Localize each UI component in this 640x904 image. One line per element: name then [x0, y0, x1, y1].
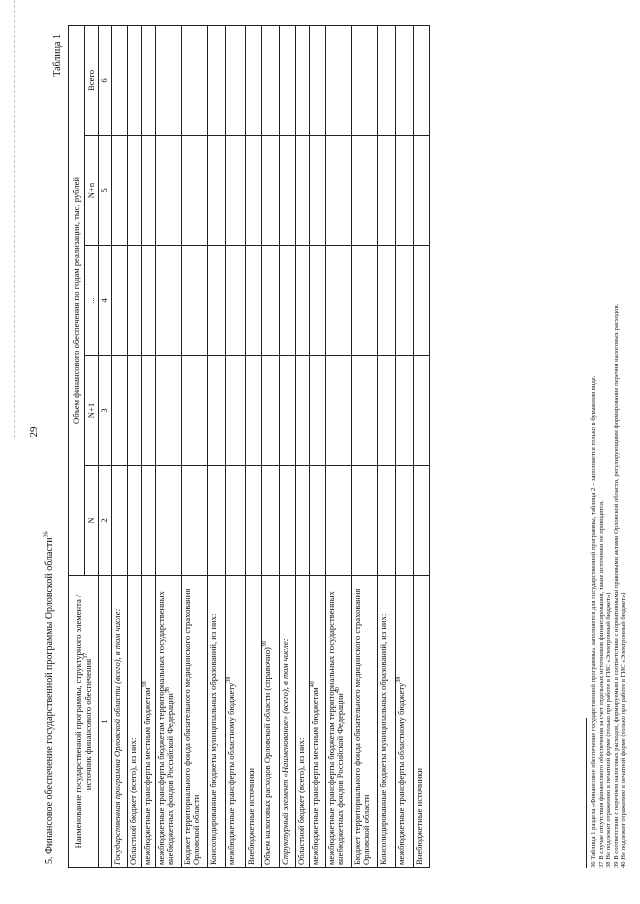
header-col-nn: N+n — [85, 136, 99, 246]
value-cell — [295, 246, 309, 356]
header-name-ref: 37 — [82, 652, 89, 659]
table-row — [141, 25, 155, 867]
value-cell — [377, 246, 395, 356]
value-cell — [351, 466, 377, 576]
value-cell — [111, 356, 127, 466]
value-cell — [127, 466, 141, 576]
value-cell — [245, 466, 261, 576]
col-number-2: 2 — [99, 466, 112, 576]
value-cell — [325, 25, 351, 135]
row-label-cell — [377, 576, 395, 868]
row-label: Консолидированные бюджеты муниципальных образований, из них: — [207, 613, 218, 865]
value-cell — [155, 246, 181, 356]
value-cell — [325, 356, 351, 466]
row-label: межбюджетные трансферты местным бюджетам — [141, 687, 152, 865]
header-row-numbers — [99, 25, 112, 867]
table-row — [111, 25, 127, 867]
value-cell — [279, 466, 295, 576]
row-label: Областной бюджет (всего), из них: — [127, 737, 138, 865]
value-cell — [141, 246, 155, 356]
value-cell — [225, 246, 245, 356]
table-label: Таблица 1 — [52, 34, 63, 77]
value-cell — [325, 136, 351, 246]
value-cell — [279, 356, 295, 466]
value-cell — [351, 246, 377, 356]
col-number-5: 5 — [99, 136, 112, 246]
value-cell — [225, 25, 245, 135]
value-cell — [395, 246, 413, 356]
value-cell — [395, 136, 413, 246]
header-col-ellipsis: ... — [85, 246, 99, 356]
header-name-text: Наименование государственной программы, структурного элемента / источник финансового обеспечения — [72, 594, 93, 849]
value-cell — [141, 466, 155, 576]
row-label-cell — [295, 576, 309, 868]
value-cell — [295, 466, 309, 576]
row-label-cell — [309, 576, 325, 868]
value-cell — [207, 466, 225, 576]
value-cell — [413, 25, 429, 135]
value-cell — [413, 136, 429, 246]
table-row — [279, 25, 295, 867]
col-number-3: 3 — [99, 356, 112, 466]
row-footnote-ref: 40 — [335, 687, 342, 694]
value-cell — [309, 136, 325, 246]
value-cell — [413, 466, 429, 576]
value-cell — [181, 136, 207, 246]
value-cell — [225, 356, 245, 466]
row-label-cell — [413, 576, 429, 868]
col-number-4: 4 — [99, 246, 112, 356]
row-label: Государственная программа Орловской области (всего), в том числе: — [111, 608, 122, 865]
row-label-cell — [279, 576, 295, 868]
value-cell — [141, 25, 155, 135]
row-label: Внебюджетные источники — [245, 767, 256, 865]
table-row — [395, 25, 413, 867]
table-row — [207, 25, 225, 867]
table-row — [413, 25, 429, 867]
value-cell — [155, 136, 181, 246]
value-cell — [111, 246, 127, 356]
section-title-text: 5. Финансовое обеспечение государственной программы Орловской области — [44, 537, 55, 864]
value-cell — [351, 25, 377, 135]
value-cell — [207, 136, 225, 246]
value-cell — [181, 356, 207, 466]
section-footnote-ref: 36 — [43, 531, 50, 538]
value-cell — [141, 136, 155, 246]
value-cell — [111, 466, 127, 576]
table-row — [309, 25, 325, 867]
value-cell — [155, 25, 181, 135]
value-cell — [377, 356, 395, 466]
table-row — [377, 25, 395, 867]
table-row — [245, 25, 261, 867]
row-label-cell — [127, 576, 141, 868]
value-cell — [181, 466, 207, 576]
row-label: Внебюджетные источники — [413, 767, 424, 865]
row-label-cell — [245, 576, 261, 868]
row-footnote-ref: 38 — [225, 676, 232, 683]
value-cell — [351, 136, 377, 246]
table-row — [295, 25, 309, 867]
value-cell — [111, 136, 127, 246]
value-cell — [309, 466, 325, 576]
row-label: Консолидированные бюджеты муниципальных образований, из них: — [377, 613, 388, 865]
value-cell — [325, 246, 351, 356]
table-row — [325, 25, 351, 867]
table-row — [225, 25, 245, 867]
value-cell — [181, 25, 207, 135]
col-number-6: 6 — [99, 25, 112, 135]
value-cell — [295, 356, 309, 466]
value-cell — [127, 25, 141, 135]
row-label-cell — [155, 576, 181, 868]
value-cell — [245, 136, 261, 246]
row-label: Структурный элемент «Наименование» (всего), в том числе: — [279, 638, 290, 865]
value-cell — [377, 466, 395, 576]
value-cell — [351, 356, 377, 466]
value-cell — [225, 466, 245, 576]
footnotes — [586, 26, 628, 868]
footnote: 38 Не подлежит отражению в печатной форме (только при работе в ГИС «Электронный бюджет») — [605, 592, 613, 868]
value-cell — [127, 356, 141, 466]
value-cell — [141, 356, 155, 466]
value-cell — [395, 466, 413, 576]
footnote-divider — [586, 718, 587, 868]
value-cell — [395, 25, 413, 135]
value-cell — [377, 25, 395, 135]
row-label: Объем налоговых расходов Орловской области (справочно) — [261, 647, 272, 865]
footnote-list — [590, 26, 628, 868]
table-row — [155, 25, 181, 867]
value-cell — [261, 136, 279, 246]
value-cell — [413, 356, 429, 466]
value-cell — [245, 25, 261, 135]
value-cell — [207, 356, 225, 466]
row-label: Областной бюджет (всего), из них: — [295, 737, 306, 865]
footnote: 37 В случае отсутствия финансового обеспечения за счет отдельных источников финансирования, такие источники не приводятся. — [597, 500, 605, 868]
row-label: межбюджетные трансферты местным бюджетам — [309, 687, 320, 865]
row-label-cell — [325, 576, 351, 868]
footnote: 40 Не подлежит отражению в печатной форме (только при работе в ГИС «Электронный бюджет») — [620, 592, 628, 868]
value-cell — [245, 246, 261, 356]
row-label-cell — [181, 576, 207, 868]
row-label-cell — [261, 576, 279, 868]
row-label-cell — [395, 576, 413, 868]
col-number-1: 1 — [99, 576, 112, 868]
value-cell — [309, 246, 325, 356]
value-cell — [207, 246, 225, 356]
table-body — [111, 25, 429, 867]
row-footnote-ref: 38 — [141, 681, 148, 688]
row-label: межбюджетные трансферты бюджетам территориальных государственных внебюджетных фондов Российской Федерации — [155, 591, 176, 865]
page-number: 29 — [28, 426, 40, 438]
value-cell — [155, 466, 181, 576]
value-cell — [309, 356, 325, 466]
value-cell — [207, 25, 225, 135]
row-label-cell — [207, 576, 225, 868]
row-label-cell — [351, 576, 377, 868]
row-footnote-ref: 38 — [395, 676, 402, 683]
value-cell — [111, 25, 127, 135]
value-cell — [127, 246, 141, 356]
value-cell — [279, 136, 295, 246]
table-row — [261, 25, 279, 867]
header-row-group — [69, 25, 85, 867]
header-col-n: N — [85, 466, 99, 576]
value-cell — [309, 25, 325, 135]
row-label: Бюджет территориального фонда обязательного медицинского страхования Орловской области — [351, 588, 372, 865]
value-cell — [295, 136, 309, 246]
value-cell — [245, 356, 261, 466]
value-cell — [395, 356, 413, 466]
row-label-cell — [225, 576, 245, 868]
value-cell — [279, 246, 295, 356]
header-col-n1: N+1 — [85, 356, 99, 466]
value-cell — [261, 246, 279, 356]
table-row — [181, 25, 207, 867]
header-name-col — [69, 576, 99, 868]
value-cell — [413, 246, 429, 356]
row-label: межбюджетные трансферты бюджетам территориальных государственных внебюджетных фондов Российской Федерации — [325, 591, 346, 865]
row-footnote-ref: 40 — [309, 681, 316, 688]
value-cell — [325, 466, 351, 576]
value-cell — [261, 356, 279, 466]
value-cell — [181, 246, 207, 356]
row-label: межбюджетные трансферты областному бюджету — [395, 682, 406, 865]
row-label-cell — [111, 576, 127, 868]
value-cell — [279, 25, 295, 135]
table-row — [351, 25, 377, 867]
value-cell — [155, 356, 181, 466]
value-cell — [377, 136, 395, 246]
footnote: 36 Таблица 1 раздела «Финансовое обеспечение государственной программы» заполняется для государственной программы, таблица 2 – заполняется только в бумажном виде. — [590, 375, 597, 868]
footnote: 39 В соответствии с перечнем налоговых расходов, формируемым в соответствии с нормативными правовыми актами Орловской области, регулирующими формирование перечня налоговых расходов. — [612, 303, 620, 868]
value-cell — [127, 136, 141, 246]
header-col-total: Всего — [85, 25, 99, 135]
section-title — [44, 531, 55, 864]
table-row — [127, 25, 141, 867]
financing-table — [68, 25, 430, 868]
value-cell — [225, 136, 245, 246]
row-footnote-ref: 39 — [261, 641, 268, 648]
row-label-cell — [141, 576, 155, 868]
header-group-title: Объем финансового обеспечения по годам реализации, тыс. рублей — [69, 25, 85, 575]
value-cell — [261, 25, 279, 135]
value-cell — [295, 25, 309, 135]
row-label: Бюджет территориального фонда обязательного медицинского страхования Орловской области — [181, 588, 202, 865]
row-footnote-ref: 38 — [165, 687, 172, 694]
row-label: межбюджетные трансферты областному бюджету — [225, 682, 236, 865]
value-cell — [261, 466, 279, 576]
